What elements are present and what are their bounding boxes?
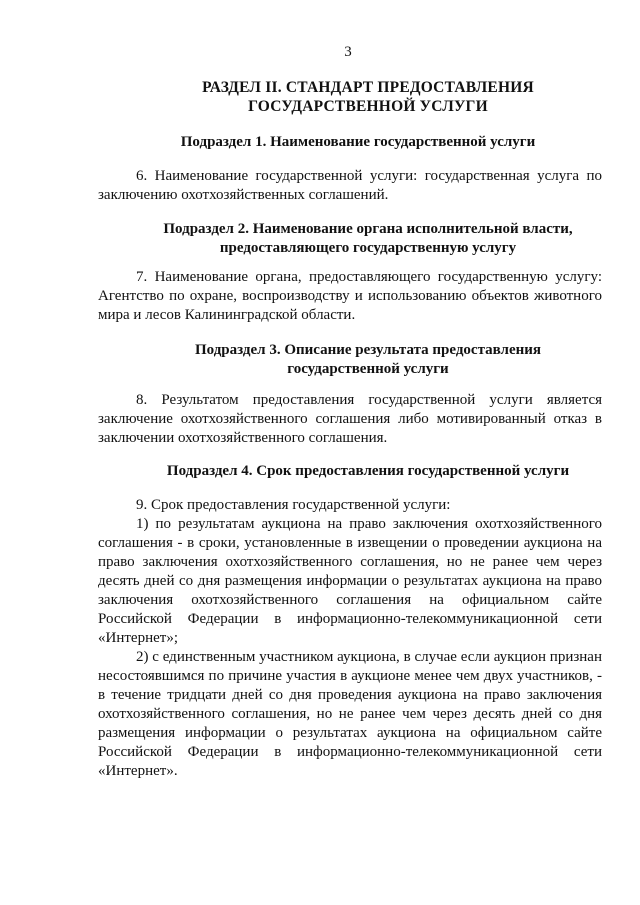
subsection-2-line-2: предоставляющего государственную услугу [219,240,517,256]
subsection-3-line-2: государственной услуги [287,361,449,377]
subsection-3-title [118,341,618,379]
paragraph-9-item-2: 2) с единственным участником аукциона, в случае если аукцион признан несостоявшимся по причине участия в аукционе менее чем двух участников, - в течение тридцати дней со дня проведения аукциона на право заключения охотхозяйственного соглашения, но не ранее чем через десять дней со дня размещения информации о результатах аукциона на официальном сайте Российской Федерации в информационно-телекоммуникационной сети «Интернет». [98,649,602,779]
section-title [100,78,636,116]
paragraph-9-item-1: 1) по результатам аукциона на право заключения охотхозяйственного соглашения - в сроки, установленные в извещении о проведении аукциона на право заключения охотхозяйственного соглашения, но не ранее чем через десять дней со дня размещения информации о результатах аукциона на право заключения охотхозяйственного соглашения на официальном сайте Российской Федерации в информационно-телекоммуникационной сети «Интернет»; [98,516,602,646]
subsection-2-title [118,220,618,258]
paragraph-9: 9. Срок предоставления государственной услуги: [136,497,451,513]
subsection-4-title: Подраздел 4. Срок предоставления государственной услуги [166,463,570,479]
paragraph-6: 6. Наименование государственной услуги: государственная услуга по заключению охотхозяйственных соглашений. [98,168,602,203]
paragraph-8: 8. Результатом предоставления государственной услуги является заключение охотхозяйственного соглашения либо мотивированный отказ в заключении охотхозяйственного соглашения. [98,392,602,446]
section-title-line-2: ГОСУДАРСТВЕННОЙ УСЛУГИ [248,98,488,115]
page-number: 3 [344,44,352,60]
subsection-1-title: Подраздел 1. Наименование государственной услуги [180,134,536,150]
paragraph-7: 7. Наименование органа, предоставляющего государственную услугу: Агентство по охране, воспроизводству и использованию объектов животного мира и лесов Калининградской области. [98,269,602,323]
subsection-3-line-1: Подраздел 3. Описание результата предоставления [194,342,542,358]
section-title-line-1: РАЗДЕЛ II. СТАНДАРТ ПРЕДОСТАВЛЕНИЯ [202,79,534,96]
subsection-2-line-1: Подраздел 2. Наименование органа исполнительной власти, [163,221,573,237]
